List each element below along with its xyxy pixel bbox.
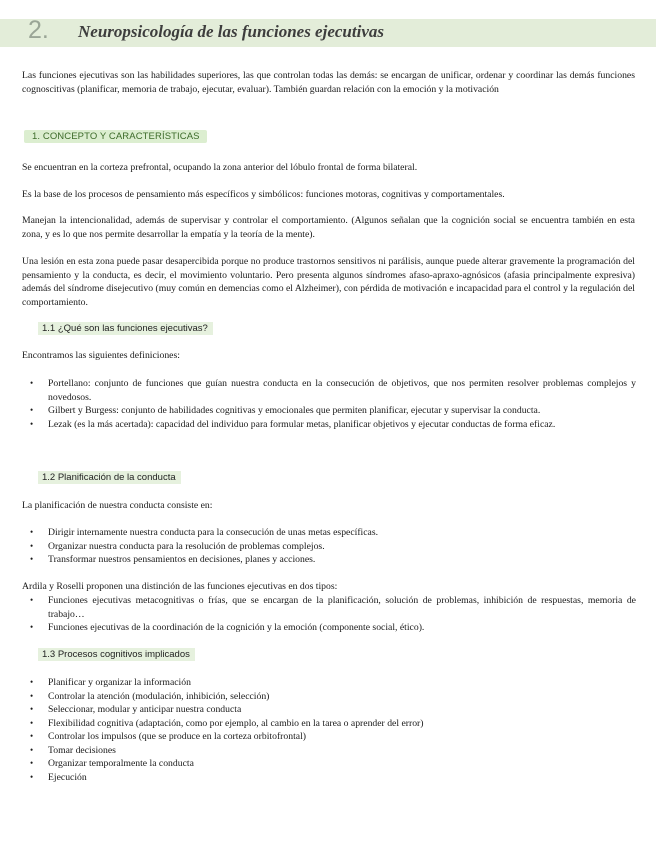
types-list — [22, 594, 636, 635]
list-item: • Gilbert y Burgess: conjunto de habilidades cognitivas y emocionales que permiten planificar, ejecutar y supervisar la conducta. — [22, 404, 636, 418]
list-item: • Flexibilidad cognitiva (adaptación, como por ejemplo, al cambio en la tarea o aprender del error) — [22, 717, 636, 731]
subsection-heading: 1.2 Planificación de la conducta — [38, 471, 181, 484]
intro-paragraph: Las funciones ejecutivas son las habilidades superiores, las que controlan todas las demás: se encargan de unificar, ordenar y coordinar las demás funciones cognoscitivas (planificar, memoria de trabajo, ejecutar, evaluar). También guardan relación con la emoción y la motivación — [22, 70, 635, 95]
list-item: • Controlar la atención (modulación, inhibición, selección) — [22, 690, 636, 704]
list-item: • Ejecución — [22, 771, 636, 785]
processes-list — [22, 676, 636, 784]
list-item: • Organizar temporalmente la conducta — [22, 757, 636, 771]
paragraph: La planificación de nuestra conducta consiste en: — [22, 500, 213, 511]
paragraph: Se encuentran en la corteza prefrontal, ocupando la zona anterior del lóbulo frontal de forma bilateral. — [22, 162, 418, 173]
chapter-title: Neuropsicología de las funciones ejecutivas — [78, 22, 384, 41]
list-item: • Tomar decisiones — [22, 744, 636, 758]
paragraph: Manejan la intencionalidad, además de supervisar y controlar el comportamiento. (Algunos señalan que la cognición social se encuentra también en esta zona, y es lo que nos permite desarrollar la empatía y la teoría de la mente). — [22, 215, 635, 240]
section-heading: 1. CONCEPTO Y CARACTERÍSTICAS — [24, 130, 207, 143]
list-item: • Organizar nuestra conducta para la resolución de problemas complejos. — [22, 540, 636, 554]
paragraph: Una lesión en esta zona puede pasar desapercibida porque no produce trastornos sensitivos ni parálisis, aunque puede alterar gravemente la programación del pensamiento y la conducta, es decir, el movimiento voluntario. Pero presenta algunos síndromes afaso-apraxo-agnósicos (afasia principalmente expresiva) además del síndrome disejecutivo (muy común en demencias como el Alzheimer), con pérdida de motivación e incapacidad para el control y la regulación del comportamiento. — [22, 256, 635, 308]
paragraph: Ardila y Roselli proponen una distinción de las funciones ejecutivas en dos tipos: — [22, 581, 338, 592]
list-item: • Portellano: conjunto de funciones que guían nuestra conducta en la consecución de objetivos, que nos permiten resolver problemas complejos y novedosos. — [22, 377, 636, 404]
list-item: • Transformar nuestros pensamientos en decisiones, planes y acciones. — [22, 553, 636, 567]
list-item: • Funciones ejecutivas metacognitivas o frías, que se encargan de la planificación, solución de problemas, inhibición de respuestas, memoria de trabajo… — [22, 594, 636, 621]
definitions-list — [22, 377, 636, 431]
list-item: • Lezak (es la más acertada): capacidad del individuo para formular metas, planificar objetivos y ejecutar conductas de forma eficaz. — [22, 418, 636, 432]
list-item: • Controlar los impulsos (que se produce en la corteza orbitofrontal) — [22, 730, 636, 744]
subsection-heading: 1.1 ¿Qué son las funciones ejecutivas? — [38, 322, 213, 335]
list-item: • Dirigir internamente nuestra conducta para la consecución de unas metas específicas. — [22, 526, 636, 540]
list-item: • Planificar y organizar la información — [22, 676, 636, 690]
paragraph: Es la base de los procesos de pensamiento más específicos y simbólicos: funciones motoras, cognitivas y comportamentales. — [22, 189, 505, 200]
list-item: • Seleccionar, modular y anticipar nuestra conducta — [22, 703, 636, 717]
paragraph: Encontramos las siguientes definiciones: — [22, 350, 180, 361]
chapter-number: 2. — [28, 16, 49, 44]
list-item: • Funciones ejecutivas de la coordinación de la cognición y la emoción (componente social, ético). — [22, 621, 636, 635]
planning-list — [22, 526, 636, 567]
subsection-heading: 1.3 Procesos cognitivos implicados — [38, 648, 195, 661]
